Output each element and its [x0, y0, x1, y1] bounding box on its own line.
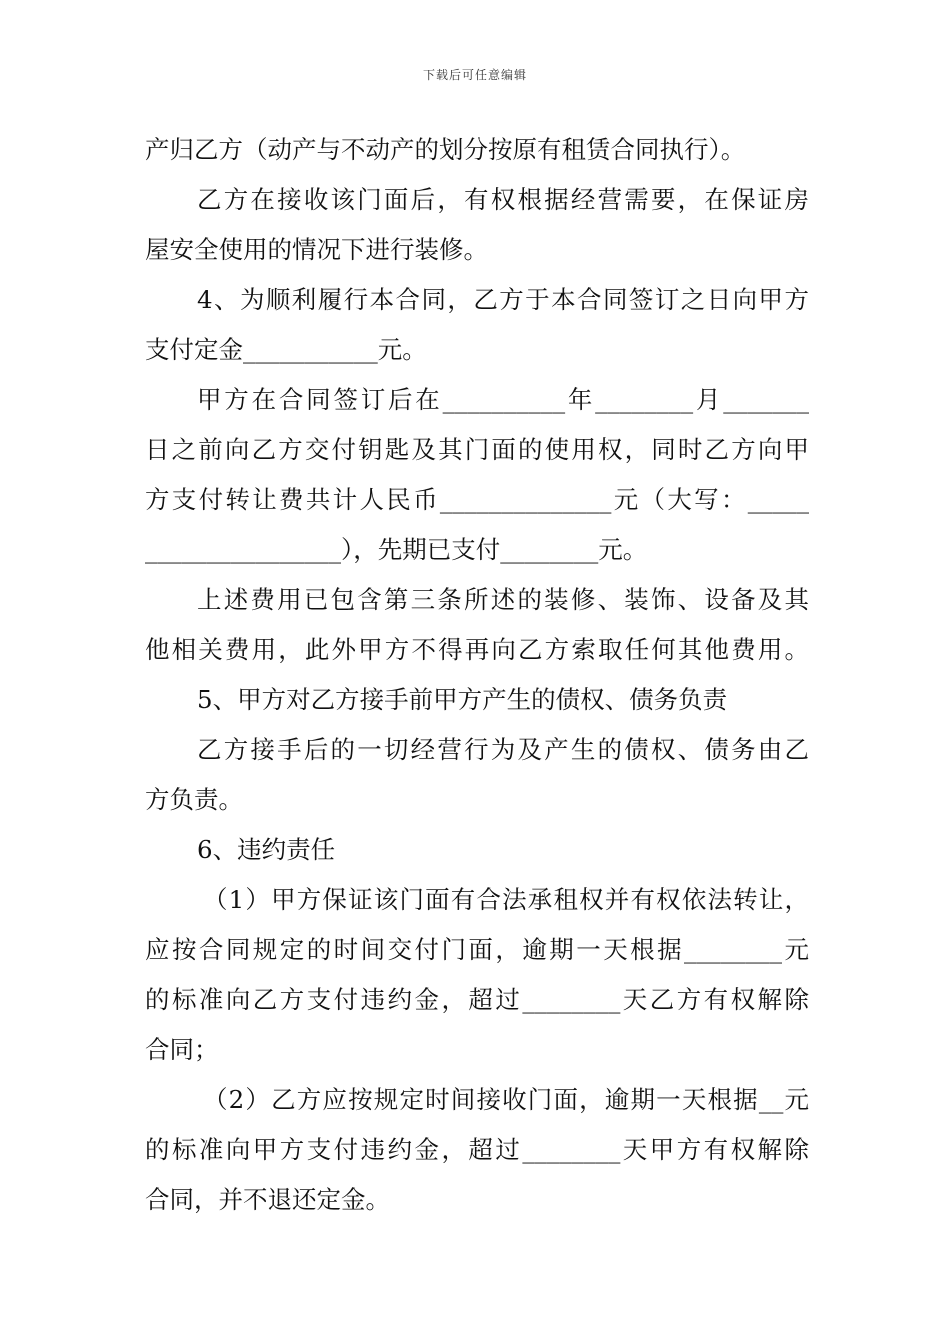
contract-body	[145, 125, 809, 1225]
paragraph-line: 产归乙方（动产与不动产的划分按原有租赁合同执行）。	[145, 135, 746, 164]
paragraph-line: 方负责。	[145, 785, 243, 814]
paragraph-line: 6、违约责任	[197, 835, 336, 864]
paragraph-line: （2）乙方应按规定时间接收门面，逾期一天根据__元	[203, 1085, 809, 1114]
paragraph-line: 他相关费用，此外甲方不得再向乙方索取任何其他费用。	[145, 635, 809, 664]
paragraph-line: （1）甲方保证该门面有合法承租权并有权依法转让，	[203, 885, 809, 914]
paragraph-line: 屋安全使用的情况下进行装修。	[145, 235, 488, 264]
paragraph-line: 上述费用已包含第三条所述的装修、装饰、设备及其	[197, 585, 809, 614]
paragraph-line: 甲方在合同签订后在__________年________月_______	[197, 385, 809, 414]
page-header: 下载后可任意编辑	[422, 68, 527, 82]
paragraph-line: 5、甲方对乙方接手前甲方产生的债权、债务负责	[197, 685, 728, 714]
paragraph-line: 乙方在接收该门面后，有权根据经营需要，在保证房	[197, 185, 809, 214]
paragraph-line: 乙方接手后的一切经营行为及产生的债权、债务由乙	[197, 735, 809, 764]
paragraph-line: 支付定金___________元。	[145, 335, 427, 364]
paragraph-line: ________________），先期已支付________元。	[145, 535, 648, 564]
paragraph-line: 日之前向乙方交付钥匙及其门面的使用权，同时乙方向甲	[145, 435, 809, 464]
paragraph-line: 应按合同规定的时间交付门面，逾期一天根据________元	[145, 935, 809, 964]
paragraph-line: 合同；	[145, 1035, 219, 1064]
paragraph-line: 的标准向甲方支付违约金，超过________天甲方有权解除	[145, 1135, 809, 1164]
paragraph-line: 4、为顺利履行本合同，乙方于本合同签订之日向甲方	[197, 285, 809, 314]
paragraph-line: 的标准向乙方支付违约金，超过________天乙方有权解除	[145, 985, 809, 1014]
paragraph-line: 方支付转让费共计人民币______________元（大写：_____	[145, 485, 809, 514]
paragraph-line: 合同，并不退还定金。	[145, 1185, 390, 1214]
